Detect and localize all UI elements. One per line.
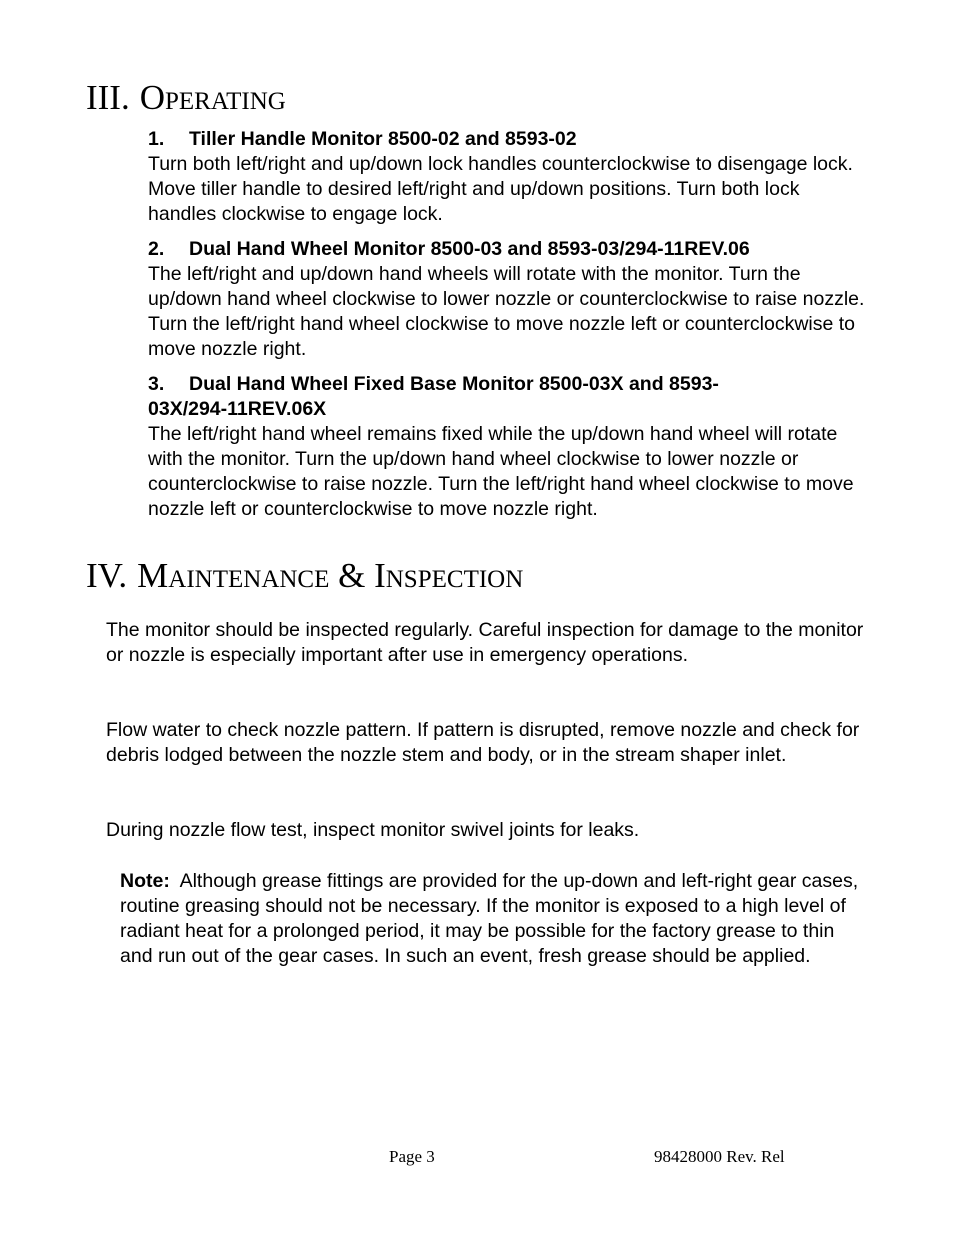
item-heading-text: Dual Hand Wheel Fixed Base Monitor 8500-03X and 8593-03X/294-11REV.06X xyxy=(148,373,719,420)
section-heading-maintenance xyxy=(86,556,523,596)
maintenance-paragraph: Flow water to check nozzle pattern. If pattern is disrupted, remove nozzle and check for debris lodged between the nozzle stem and body, or in the stream shaper inlet. xyxy=(106,719,860,766)
item-heading xyxy=(148,237,868,262)
item-body: The left/right hand wheel remains fixed while the up/down hand wheel will rotate with the monitor. Turn the up/down hand wheel clockwise to lower nozzle or counterclockwise to raise nozzle. Turn the left/right hand wheel clockwise to move nozzle left or counterclockwise to move nozzle right. xyxy=(148,423,854,520)
operating-item-2 xyxy=(148,237,868,362)
section-heading-operating xyxy=(86,78,286,118)
item-number: 3. xyxy=(148,373,165,395)
document-number: 98428000 Rev. Rel xyxy=(654,1147,785,1166)
maintenance-paragraph: During nozzle flow test, inspect monitor swivel joints for leaks. xyxy=(106,819,640,841)
item-heading-text: Dual Hand Wheel Monitor 8500-03 and 8593-03/294-11REV.06 xyxy=(189,238,750,260)
operating-item-3 xyxy=(148,372,854,522)
section-title: Operating xyxy=(139,78,286,117)
operating-item-1 xyxy=(148,127,868,227)
page-number: Page 3 xyxy=(389,1147,435,1166)
item-body: The left/right and up/down hand wheels will rotate with the monitor. Turn the up/down hand wheel clockwise to lower nozzle or counterclockwise to raise nozzle. Turn the left/right hand wheel clockwise to move nozzle left or counterclockwise to move nozzle right. xyxy=(148,263,865,360)
grease-note xyxy=(120,869,865,969)
item-body: Turn both left/right and up/down lock handles counterclockwise to disengage lock. Move tiller handle to desired left/right and up/down positions. Turn both lock handles clockwise to engage lock. xyxy=(148,153,853,225)
item-number: 2. xyxy=(148,238,165,260)
section-title: Maintenance & Inspection xyxy=(137,556,524,595)
item-heading xyxy=(148,372,798,422)
note-label: Note: xyxy=(120,870,170,892)
section-number: IV. xyxy=(86,556,128,595)
item-heading xyxy=(148,127,868,152)
note-text: Although grease fittings are provided for the up-down and left-right gear cases, routine greasing should not be necessary. If the monitor is exposed to a high level of radiant heat for a prolonged period, it may be possible for the factory grease to thin and run out of the gear cases. In such an event, fresh grease should be applied. xyxy=(120,870,859,967)
item-heading-text: Tiller Handle Monitor 8500-02 and 8593-02 xyxy=(189,128,577,150)
section-number: III. xyxy=(86,78,130,117)
maintenance-paragraph: The monitor should be inspected regularly. Careful inspection for damage to the monitor or nozzle is especially important after use in emergency operations. xyxy=(106,619,864,666)
item-number: 1. xyxy=(148,128,165,150)
